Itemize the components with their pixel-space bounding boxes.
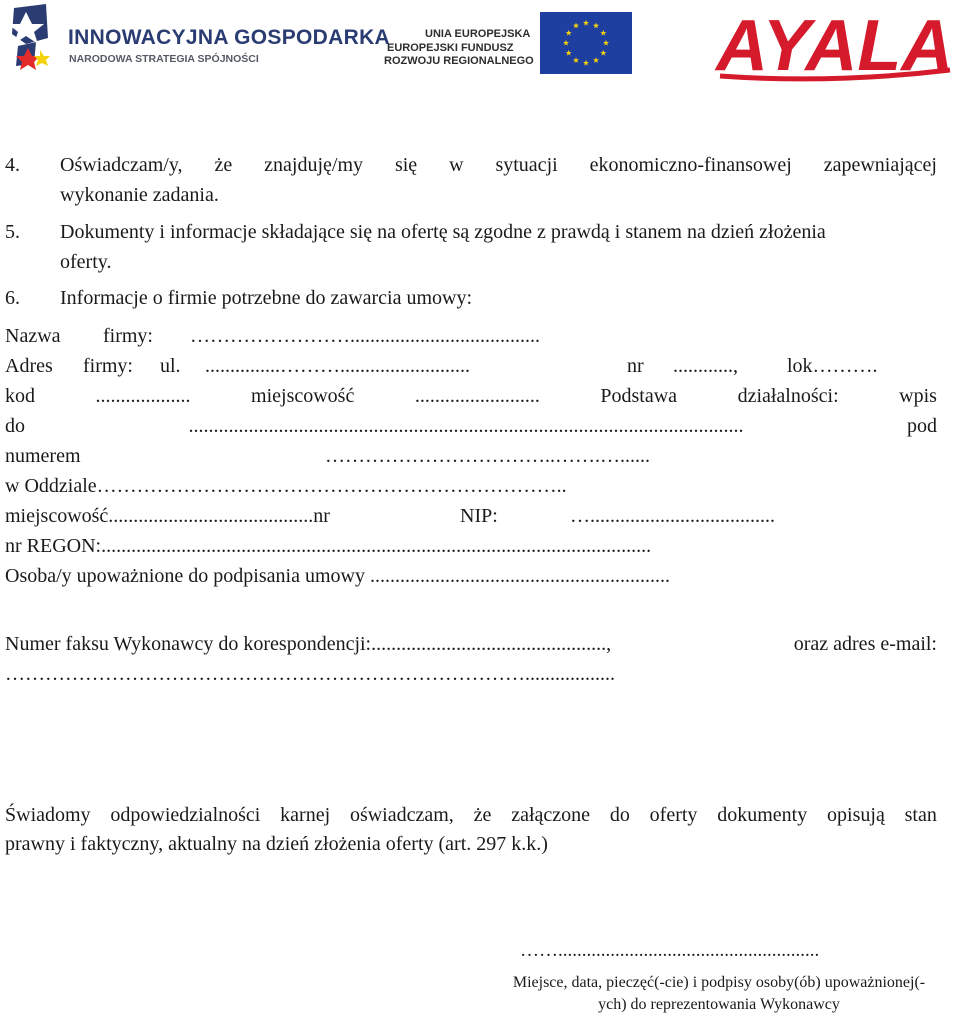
statement-4-words bbox=[60, 150, 937, 180]
statement-4-word-4: w bbox=[449, 154, 464, 176]
declaration-line-1 bbox=[5, 800, 937, 830]
label-firmy-2: firmy: bbox=[83, 355, 133, 377]
postcode-row-part-5: działalności: bbox=[737, 385, 839, 407]
branch-field[interactable]: …………………………………………………………….. bbox=[96, 475, 567, 497]
label-w-oddziale: w Oddziale bbox=[5, 475, 97, 497]
declaration-word-6: do bbox=[609, 804, 630, 826]
label-nr: nr bbox=[627, 355, 644, 377]
eu-fund-logo bbox=[380, 10, 635, 76]
postcode-row-part-2: miejscowość bbox=[251, 385, 355, 407]
statement-6-number: 6. bbox=[5, 287, 20, 309]
declaration-word-5: załączone bbox=[511, 804, 591, 826]
registry-row-part-1[interactable]: ............................................................................................................... bbox=[188, 415, 744, 437]
signature-caption bbox=[480, 972, 958, 1016]
statement-4-word-2: znajduję/my bbox=[264, 154, 364, 176]
ue-line-3: ROZWOJU REGIONALNEGO bbox=[384, 55, 534, 67]
ue-line-1: UNIA EUROPEJSKA bbox=[425, 28, 531, 40]
postcode-row-part-1[interactable]: ................... bbox=[95, 385, 191, 407]
declaration-word-3: oświadczam, bbox=[349, 804, 454, 826]
page-header bbox=[0, 0, 960, 90]
street-field[interactable]: ...............……….......................... bbox=[205, 355, 470, 377]
statement-4-word-6: ekonomiczno-finansowej bbox=[589, 154, 792, 176]
statement-5-number: 5. bbox=[5, 221, 20, 243]
statement-4-number: 4. bbox=[5, 154, 20, 176]
statement-5-line-1: Dokumenty i informacje składające się na ofertę są zgodne z prawdą i stanem na dzień złożenia bbox=[60, 221, 826, 243]
declaration-word-0: Świadomy bbox=[5, 804, 91, 826]
statement-5-line-2: oferty. bbox=[60, 251, 112, 273]
statement-4-word-3: się bbox=[394, 154, 418, 176]
label-numerem: numerem bbox=[5, 445, 81, 467]
signature-field[interactable]: ……....................................................... bbox=[520, 940, 820, 961]
form-postcode-row bbox=[5, 381, 937, 411]
declaration-word-1: odpowiedzialności bbox=[110, 804, 261, 826]
label-nazwa: Nazwa bbox=[5, 325, 61, 347]
declaration-word-2: karnej bbox=[280, 804, 331, 826]
registry-row-part-0: do bbox=[5, 415, 25, 437]
ayala-wordmark-icon bbox=[712, 0, 957, 84]
postcode-row-part-0: kod bbox=[5, 385, 35, 407]
ayala-logo bbox=[712, 0, 957, 84]
label-email: oraz adres e-mail: bbox=[793, 633, 937, 655]
postcode-row-part-4: Podstawa bbox=[600, 385, 678, 407]
statement-4-line-2: wykonanie zadania. bbox=[60, 184, 219, 206]
postcode-row-part-6: wpis bbox=[899, 385, 937, 407]
label-firmy: firmy: bbox=[103, 325, 153, 347]
company-name-field[interactable]: ……………………...................................... bbox=[190, 325, 540, 347]
ig-emblem-icon bbox=[6, 4, 54, 78]
email-field[interactable]: …………………………………………………………………….................. bbox=[5, 663, 615, 685]
statement-4-word-0: Oświadczam/y, bbox=[60, 154, 183, 176]
authorized-persons-field[interactable]: Osoba/y upoważnione do podpisania umowy ............................................................ bbox=[5, 565, 670, 587]
ayala-text: AYALA bbox=[716, 6, 954, 84]
register-number-field[interactable]: ……………………………..…….…...... bbox=[325, 445, 650, 467]
nip-field[interactable]: …..................................... bbox=[570, 505, 775, 527]
declaration-word-9: opisują bbox=[827, 804, 885, 826]
fax-field[interactable]: Numer faksu Wykonawcy do korespondencji:..............................................., bbox=[5, 633, 612, 655]
postcode-row-part-3[interactable]: ......................... bbox=[414, 385, 540, 407]
statement-4-word-5: sytuacji bbox=[495, 154, 558, 176]
registry-row-part-2: pod bbox=[907, 415, 937, 437]
declaration-line-2: prawny i faktyczny, aktualny na dzień złożenia oferty (art. 297 k.k.) bbox=[5, 833, 548, 855]
ig-title: INNOWACYJNA GOSPODARKA bbox=[68, 26, 391, 49]
ue-line-2: EUROPEJSKI FUNDUSZ bbox=[387, 42, 514, 54]
statement-4-word-7: zapewniającej bbox=[823, 154, 937, 176]
city-field[interactable]: miejscowość.........................................nr bbox=[5, 505, 330, 527]
statement-4-word-1: że bbox=[214, 154, 233, 176]
form-registry-row bbox=[5, 411, 937, 441]
regon-field[interactable]: nr REGON:.............................................................................................................. bbox=[5, 535, 652, 557]
apartment-field[interactable]: lok………. bbox=[787, 355, 878, 377]
declaration-word-7: oferty bbox=[649, 804, 698, 826]
label-nip: NIP: bbox=[460, 505, 498, 527]
signature-caption-line-2: ych) do reprezentowania Wykonawcy bbox=[598, 996, 840, 1013]
declaration-word-4: że bbox=[473, 804, 492, 826]
house-number-field[interactable]: ............, bbox=[673, 355, 738, 377]
label-adres: Adres bbox=[5, 355, 53, 377]
label-ul: ul. bbox=[160, 355, 181, 377]
signature-caption-line-1: Miejsce, data, pieczęć(-cie) i podpisy osoby(ób) upoważnionej(- bbox=[512, 974, 926, 991]
innowacyjna-gospodarka-logo bbox=[6, 4, 391, 78]
declaration-word-8: dokumenty bbox=[717, 804, 808, 826]
eu-flag-icon bbox=[540, 12, 632, 74]
declaration-word-10: stan bbox=[904, 804, 937, 826]
ig-subtitle: NARODOWA STRATEGIA SPÓJNOŚCI bbox=[69, 53, 259, 65]
statement-6-line-1: Informacje o firmie potrzebne do zawarcia umowy: bbox=[60, 287, 473, 309]
form-branch bbox=[5, 471, 567, 501]
